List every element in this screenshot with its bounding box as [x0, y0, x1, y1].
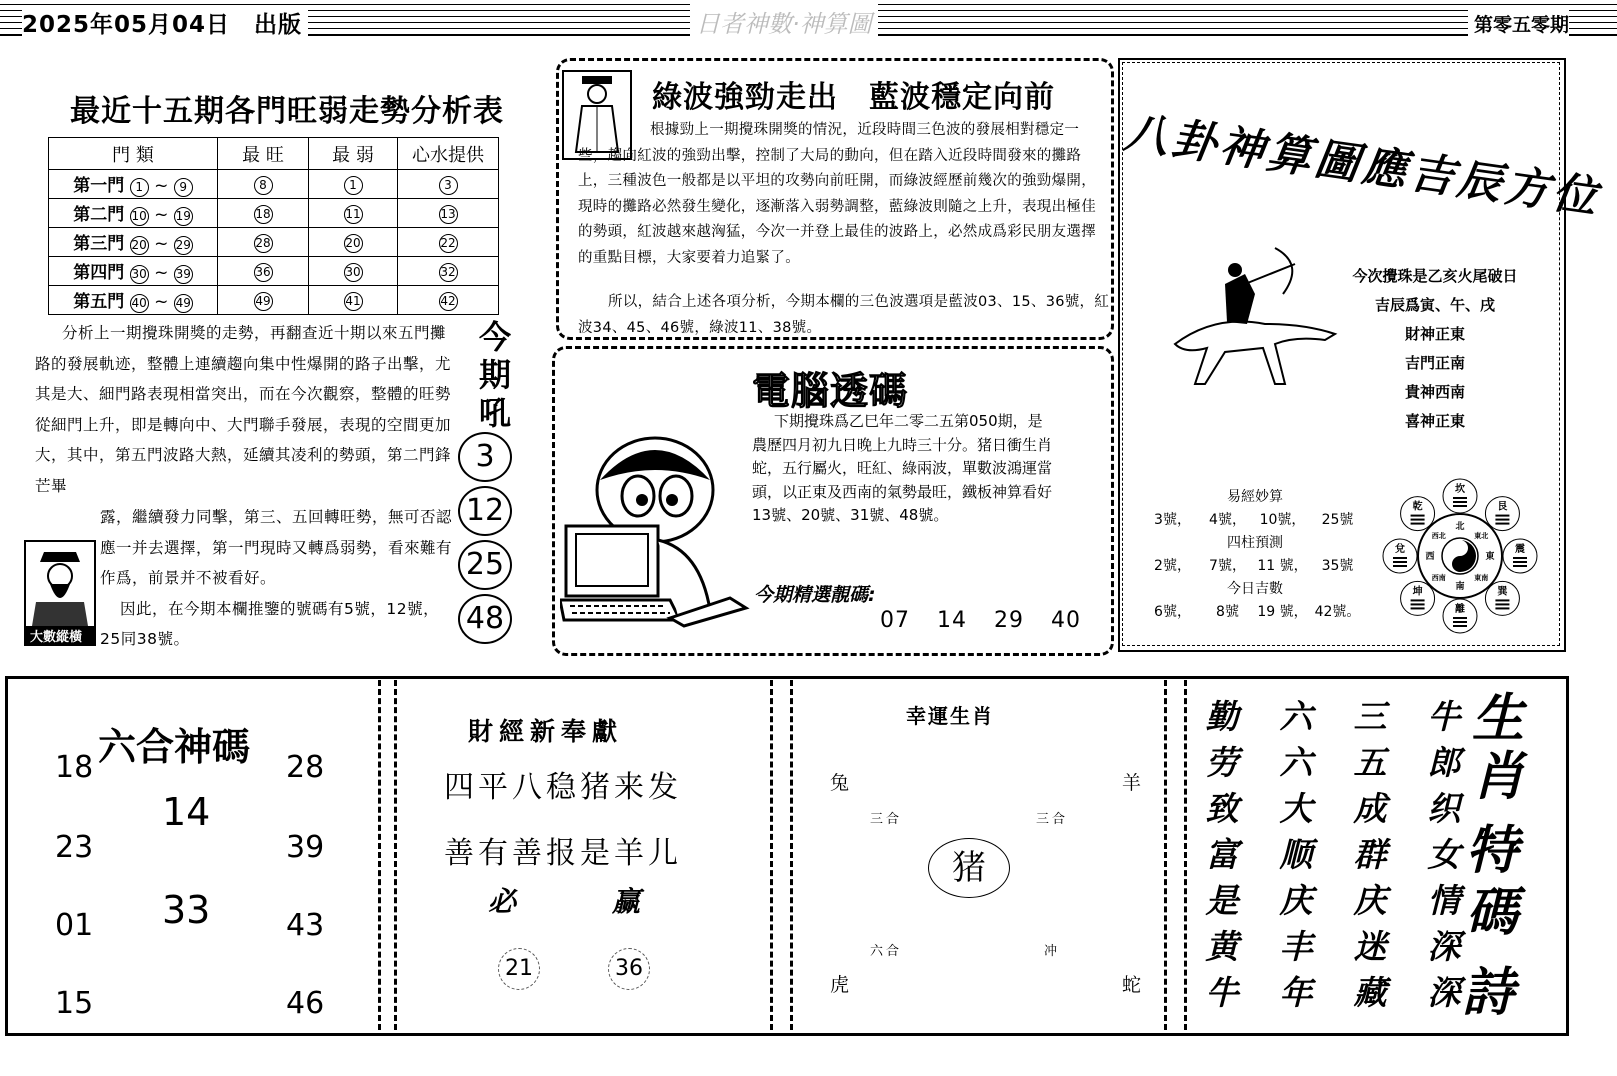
bagua-direction-label: 南 [1455, 582, 1465, 592]
bagua-wheel-icon [1380, 476, 1540, 636]
finance-number: 36 [608, 948, 650, 990]
finance-line: 善有善报是羊儿 [444, 836, 682, 871]
bagua-trigram-label: 乾 [1412, 501, 1423, 513]
zodiac-title: 幸運生肖 [906, 704, 994, 728]
zodiac-top-right: 羊 [1122, 772, 1142, 794]
divider [770, 680, 773, 1030]
min-value: 20 [344, 234, 363, 253]
max-value: 49 [254, 292, 273, 311]
max-value: 28 [254, 234, 273, 253]
wave-paragraph: 根據勁上一期攪珠開獎的情況，近段時間三色波的發展相對穩定一些，趨向紅波的強勁出擊，控制了大局的動向，但在踏入近段時間發來的攤路上，三種波色一般都是以平坦的攻勢向前旺開，而綠波經歷前幾次的強勁爆開，現時的攤路必然發生變化，逐漸落入弱勢調整，藍綠波則隨之上升，表現出極佳的勢頭，紅波越來越洶猛，今次一并登上最佳的波路上，必然成爲彩民朋友選擇的重點目標，大家要着力追緊了。 [578, 122, 1096, 266]
bagua-trigram-label: 坎 [1455, 484, 1465, 495]
bagua-line: 貴神西南 [1404, 383, 1465, 401]
analysis-paragraph-2b: 因此，在今期本欄推鑒的號碼有5號，12號，25同38號。 [100, 599, 440, 648]
zodiac-relation: 六合 [870, 944, 903, 959]
trigram-icon [1411, 599, 1425, 609]
bagua-trigram-label: 坤 [1412, 586, 1423, 598]
analysis-paragraph-2a: 露，繼續發力同擊，第三、五回轉旺勢，無可否認應一并去選擇，第一門現時又轉爲弱勢，看來難有作爲，前景并不被看好。 [100, 508, 453, 587]
liuhe-number: 15 [55, 986, 94, 1021]
liuhe-number: 43 [286, 908, 325, 943]
bagua-trigram-label: 巽 [1497, 586, 1508, 598]
table-row: 第二門 10 ~ 19 18 11 13 [49, 199, 499, 228]
trend-table-title: 最近十五期各門旺弱走勢分析表 [70, 94, 504, 129]
issue-number: 第零五零期 [1468, 10, 1569, 37]
bagua-title: 八卦神算圖應吉辰方位 [1121, 106, 1604, 225]
tip-value: 32 [439, 263, 458, 282]
range-from: 20 [130, 236, 149, 255]
liuhe-title: 六合神碼 [98, 725, 251, 769]
trigram-icon [1411, 515, 1425, 525]
liuhe-number: 18 [55, 750, 94, 785]
computer-text: 下期攪珠爲乙巳年二零二五第050期，是農歷四月初九日晚上九時三十分。猪日衝生肖蛇，五行屬火，旺紅、綠兩波，單數波鴻運當頭，以正東及西南的氣勢最旺，鐵板神算看好13號、20號、31號、48號。 [752, 412, 1053, 524]
jinqi-number: 25 [458, 540, 512, 590]
range-to: 39 [174, 265, 193, 284]
door-label: 第三門 [73, 234, 125, 254]
poem-column: 勤劳致富是黄牛 [1205, 697, 1239, 1012]
divider [394, 680, 397, 1030]
trigram-icon [1495, 515, 1509, 525]
poem-column: 六六大顺庆丰年 [1279, 697, 1313, 1012]
header-door: 門 類 [49, 138, 218, 170]
wave-title: 綠波強勁走出 藍波穩定向前 [652, 80, 1055, 115]
zodiac-relation: 三合 [870, 812, 903, 827]
bagua-line: 財神正東 [1404, 325, 1465, 343]
sage-caption: 大數縱橫 [30, 630, 83, 645]
min-value: 1 [344, 176, 363, 195]
poem-column: 牛郎织女情深深 [1427, 697, 1461, 1012]
header-min: 最 弱 [309, 138, 398, 170]
yijing-label: 易經妙算 [1227, 489, 1283, 505]
header-tip: 心水提供 [398, 138, 499, 170]
bagua-readings [1310, 262, 1560, 436]
bagua-direction-label: 西南 [1431, 574, 1446, 583]
table-row: 第一門 1 ~ 9 8 1 3 [49, 170, 499, 199]
min-value: 30 [344, 263, 363, 282]
bagua-trigram-label: 兌 [1395, 544, 1405, 555]
range-from: 40 [130, 294, 149, 313]
finance-number: 21 [498, 948, 540, 990]
bagua-direction-label: 西 [1425, 552, 1435, 562]
finance-bi: 必 [488, 885, 517, 918]
bagua-direction-label: 東北 [1474, 531, 1489, 540]
masthead-title: 日者神數·神算圖 [690, 4, 878, 39]
bagua-trigram-label: 震 [1515, 544, 1525, 555]
pick-number: 40 [1051, 608, 1081, 633]
range-to: 9 [174, 178, 193, 197]
bagua-direction-label: 東南 [1474, 574, 1489, 583]
zodiac-relation: 三合 [1036, 812, 1069, 827]
trigram-icon [1453, 617, 1467, 627]
range-from: 30 [130, 265, 149, 284]
bagua-line: 吉辰爲寅、午、戌 [1374, 296, 1495, 314]
liuhe-center-number: 33 [162, 888, 211, 932]
pick-number: 14 [937, 608, 967, 633]
tip-value: 42 [439, 292, 458, 311]
zodiac-top-left: 兔 [830, 772, 850, 794]
trend-table [48, 137, 499, 315]
range-to: 49 [174, 294, 193, 313]
sizhu-label: 四柱預測 [1227, 535, 1283, 551]
liuhe-number: 39 [286, 830, 325, 865]
trigram-icon [1393, 557, 1407, 567]
bagua-line: 今次攪珠是乙亥火尾破日 [1352, 267, 1518, 285]
divider [790, 680, 793, 1030]
lucky-numbers-block [1140, 486, 1370, 624]
trigram-icon [1495, 599, 1509, 609]
zodiac-relation: 冲 [1044, 944, 1061, 959]
divider [1164, 680, 1167, 1030]
range-from: 1 [130, 178, 149, 197]
finance-title: 財經新奉獻 [468, 717, 624, 746]
jinqi-number: 48 [458, 594, 512, 644]
max-value: 36 [254, 263, 273, 282]
liuhe-number: 46 [286, 986, 325, 1021]
bagua-direction-label: 北 [1455, 522, 1465, 532]
poem-title-1: 生肖 [1472, 688, 1525, 807]
finance-ying: 赢 [612, 885, 641, 918]
range-to: 29 [174, 236, 193, 255]
jinri-label: 今日吉數 [1227, 581, 1283, 597]
header-max: 最 旺 [218, 138, 309, 170]
pick-number: 07 [880, 608, 910, 633]
liuhe-number: 01 [55, 908, 94, 943]
issue-date: 2025年05月04日 出版 [22, 6, 308, 39]
analysis-paragraph: 分析上一期攪珠開獎的走勢，再翻查近十期以來五門攤路的發展軌迹，整體上連續趨向集中性爆開的路子出擊，尤其是大、細門路表現相當突出，而在今次觀察，整體的旺勢從細門上升，即是轉向中、大門聯手發展，表現的空間更加大，其中，第五門波路大熱，延續其凌利的勢頭，第二門鋒芒畢 [35, 324, 452, 495]
door-label: 第一門 [73, 176, 125, 196]
jinri-numbers: 6號， 8號 19 號， 42號。 [1154, 604, 1361, 620]
poem-title-3: 詩 [1462, 962, 1515, 1023]
jinqi-label: 今期吼 [478, 318, 511, 432]
liuhe-number: 23 [55, 830, 94, 865]
finance-line: 四平八稳猪来发 [444, 770, 682, 805]
wave-conclusion: 所以，結合上述各項分析，今期本欄的三色波選項是藍波03、15、36號，紅波34、45、46號，綠波11、38號。 [578, 294, 1110, 336]
tip-value: 22 [439, 234, 458, 253]
table-row: 第四門 30 ~ 39 36 30 32 [49, 257, 499, 286]
range-from: 10 [130, 207, 149, 226]
liuhe-number: 28 [286, 750, 325, 785]
bagua-direction-label: 東 [1485, 552, 1495, 562]
divider [1184, 680, 1187, 1030]
tip-value: 3 [439, 176, 458, 195]
tip-value: 13 [439, 205, 458, 224]
sizhu-numbers: 2號， 7號， 11 號， 35號 [1154, 558, 1354, 574]
poem-title-2: 特碼 [1466, 820, 1519, 943]
computer-mascot-icon [560, 430, 750, 630]
zodiac-center: 猪 [928, 838, 1010, 898]
max-value: 8 [254, 176, 273, 195]
table-row: 第五門 40 ~ 49 49 41 42 [49, 286, 499, 315]
picks-numbers [880, 608, 1108, 633]
trend-table-header [49, 138, 499, 170]
zodiac-bottom-left: 虎 [830, 974, 850, 996]
divider [378, 680, 381, 1030]
trigram-icon [1453, 497, 1467, 507]
pick-number: 29 [994, 608, 1024, 633]
jinqi-number: 3 [458, 432, 512, 482]
computer-title: 電腦透碼 [752, 368, 909, 413]
bagua-line: 喜神正東 [1404, 412, 1465, 430]
liuhe-center-number: 14 [162, 790, 211, 834]
min-value: 11 [344, 205, 363, 224]
bagua-line: 吉門正南 [1404, 354, 1465, 372]
bagua-trigram-label: 離 [1455, 604, 1465, 615]
door-label: 第五門 [73, 292, 125, 312]
min-value: 41 [344, 292, 363, 311]
jinqi-number: 12 [458, 486, 512, 536]
poem-column: 三五成群庆迷藏 [1353, 697, 1387, 1012]
door-label: 第四門 [73, 263, 125, 283]
sage-illustration [24, 540, 96, 646]
picks-label: 今期精選靚碼: [754, 584, 876, 606]
trigram-icon [1513, 557, 1527, 567]
max-value: 18 [254, 205, 273, 224]
yijing-numbers: 3號， 4號， 10號， 25號 [1154, 512, 1354, 528]
door-label: 第二門 [73, 205, 125, 225]
table-row: 第三門 20 ~ 29 28 20 22 [49, 228, 499, 257]
analysis-continuation [100, 502, 452, 655]
range-to: 19 [174, 207, 193, 226]
bagua-trigram-label: 艮 [1497, 501, 1508, 513]
zodiac-bottom-right: 蛇 [1122, 974, 1142, 996]
bagua-direction-label: 西北 [1431, 531, 1446, 540]
